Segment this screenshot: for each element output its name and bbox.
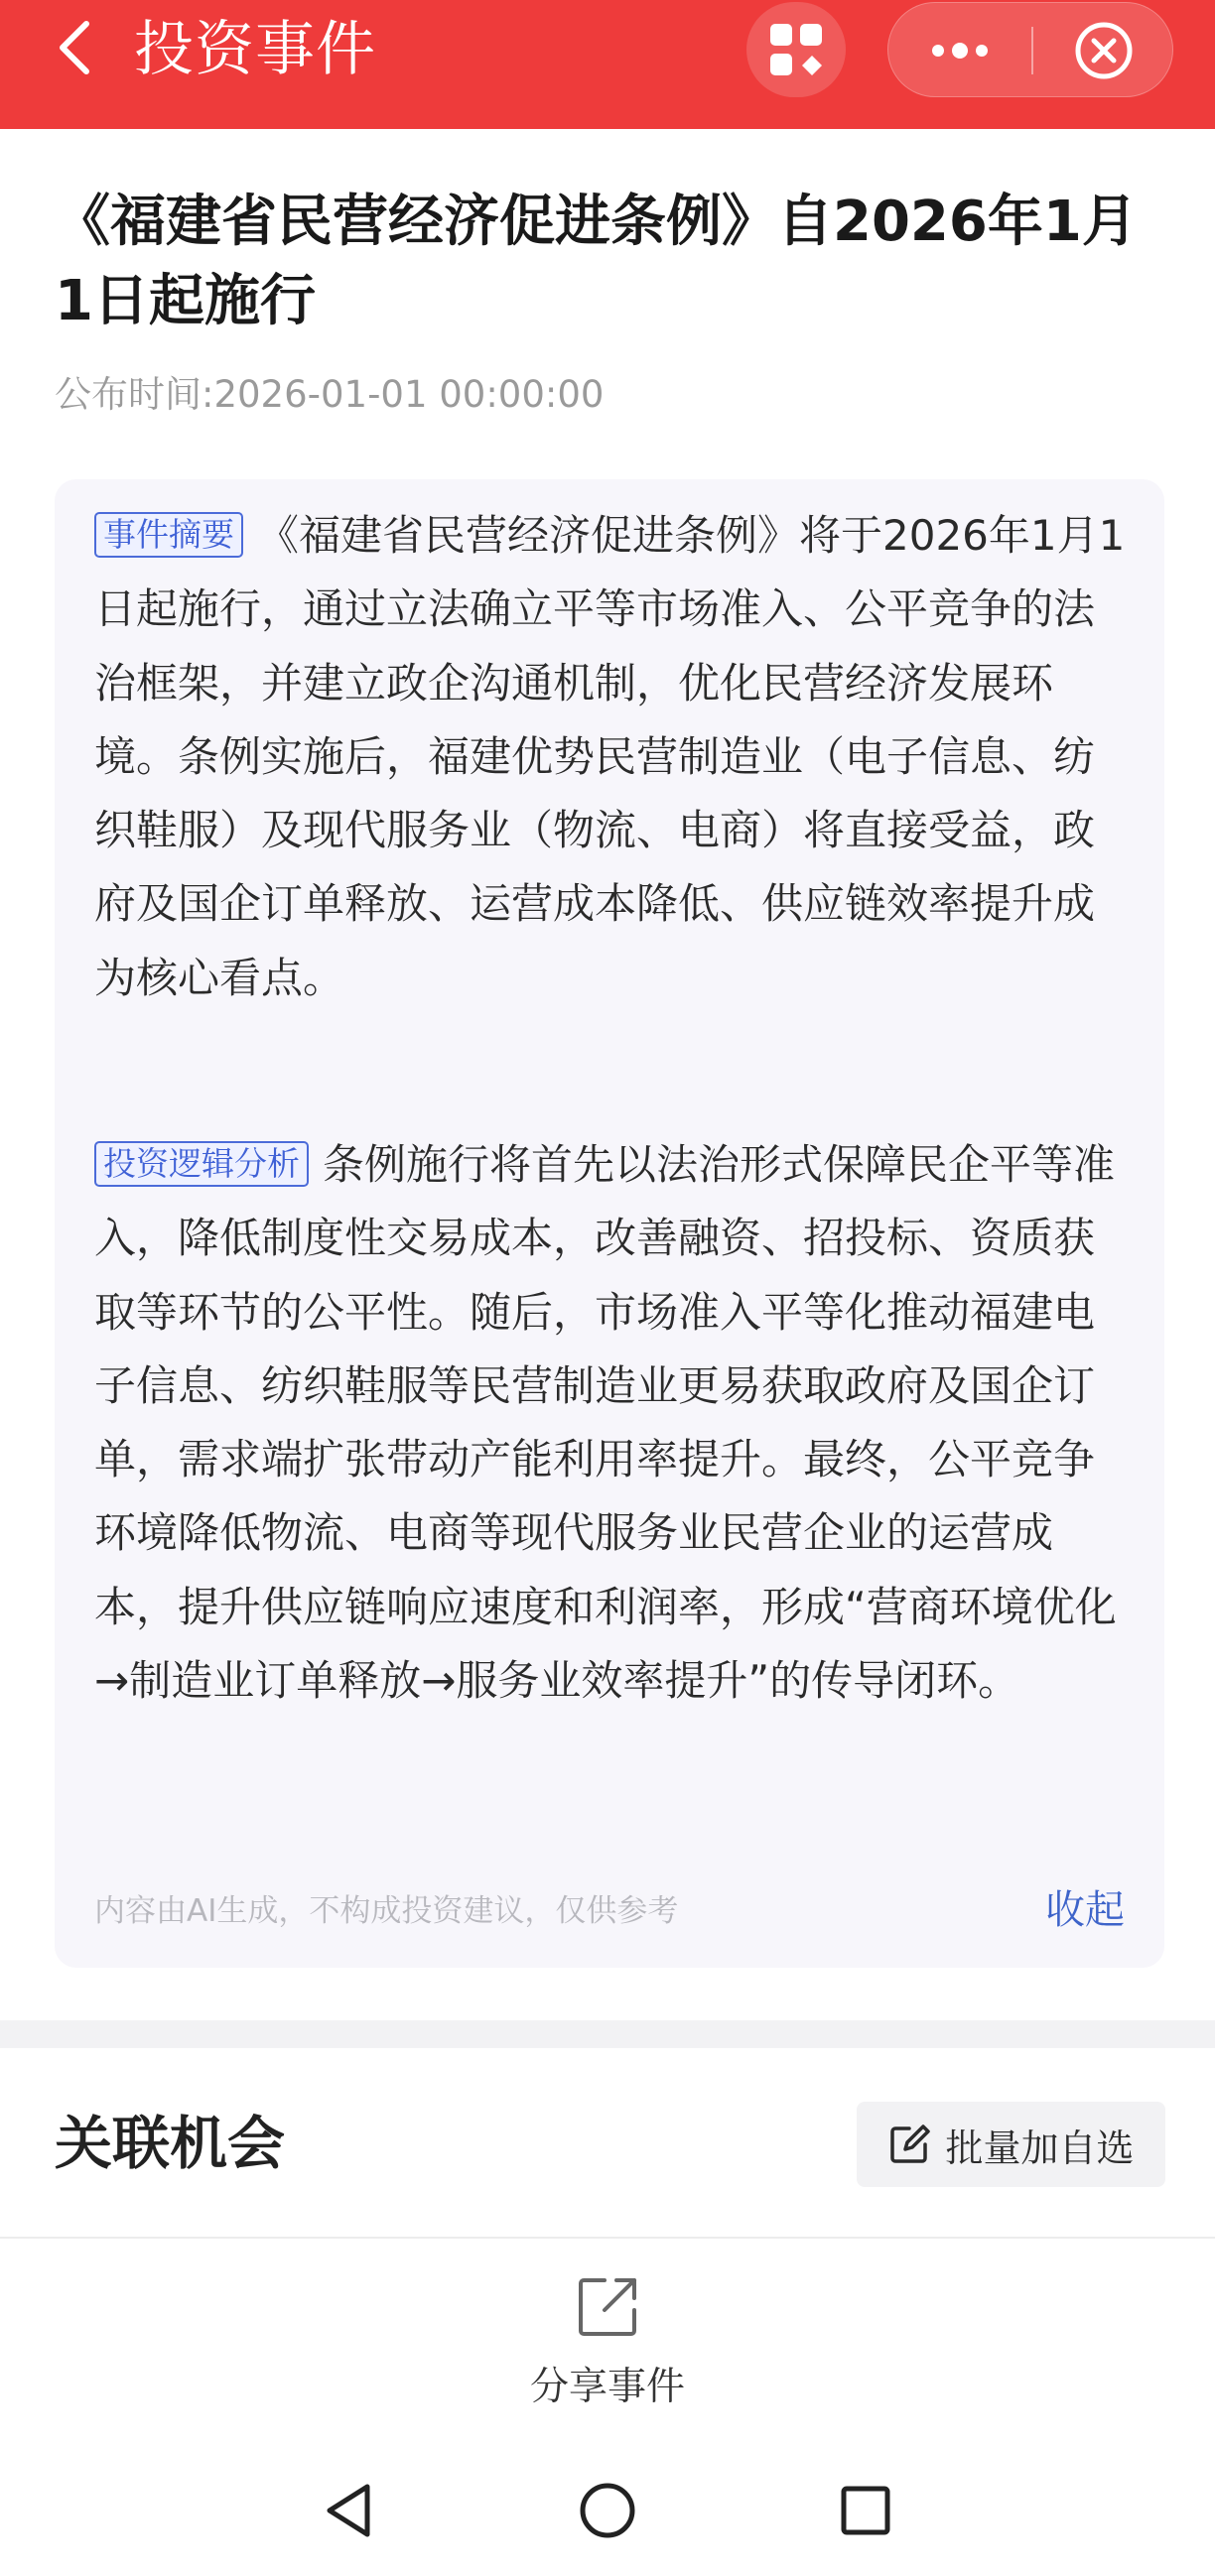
article-title: 《福建省民营经济促进条例》自2026年1月1日起施行 — [55, 190, 1138, 333]
capsule-menu — [887, 2, 1173, 97]
logic-analysis-section — [94, 1128, 1127, 1718]
system-home-button[interactable] — [553, 2461, 662, 2560]
ai-disclaimer: 内容由AI生成，不构成投资建议，仅供参考 — [94, 1893, 679, 1929]
top-app-bar — [0, 0, 1215, 129]
publish-time — [55, 369, 604, 421]
event-summary-section — [94, 499, 1127, 1015]
mini-app-button[interactable] — [746, 2, 846, 97]
triangle-back-icon — [320, 2481, 379, 2540]
collapse-button[interactable]: 收起 — [1045, 1887, 1125, 1933]
publish-timestamp: 2026-01-01 00:00:00 — [213, 373, 605, 416]
more-dots-icon — [928, 41, 992, 61]
square-recents-icon — [836, 2481, 895, 2540]
more-button[interactable] — [888, 3, 1031, 98]
system-navigation-bar — [0, 2461, 1215, 2576]
close-circle-icon — [1073, 20, 1135, 81]
system-recents-button[interactable] — [811, 2461, 920, 2560]
system-back-button[interactable] — [295, 2461, 404, 2560]
close-button[interactable] — [1033, 3, 1174, 98]
logic-analysis-text: 条例施行将首先以法治形式保障民企平等准入，降低制度性交易成本，改善融资、招投标、资质获取等环节的公平性。随后，市场准入平等化推动福建电子信息、纺织鞋服等民营制造业更易获取政府及国企订单，需求端扩张带动产能利用率提升。最终，公平竞争环境降低物流、电商等现代服务业民营企业的运营成本，提升供应链响应速度和利润率，形成“营商环境优化→制造业订单释放→服务业效率提升”的传导闭环。 — [94, 1140, 1117, 1706]
back-button[interactable] — [50, 18, 99, 77]
ai-summary-card — [55, 479, 1164, 1968]
publish-label: 公布时间: — [55, 373, 214, 416]
bottom-divider — [0, 2237, 1215, 2239]
event-summary-text: 《福建省民营经济促进条例》将于2026年1月1日起施行，通过立法确立平等市场准入、公平竞争的法治框架，并建立政企沟通机制，优化民营经济发展环境。条例实施后，福建优势民营制造业（电子信息、纺织鞋服）及现代服务业（物流、电商）将直接受益，政府及国企订单释放、运营成本降低、供应链效率提升成为核心看点。 — [94, 511, 1126, 1002]
batch-add-label: 批量加自选 — [945, 2125, 1135, 2170]
edit-square-icon — [887, 2123, 931, 2166]
related-opportunities-title: 关联机会 — [55, 2110, 286, 2177]
batch-add-watchlist-button[interactable] — [857, 2102, 1165, 2187]
share-event-label: 分享事件 — [529, 2365, 685, 2409]
page-title: 投资事件 — [134, 15, 376, 84]
section-divider — [0, 2020, 1215, 2048]
grid-apps-icon — [766, 20, 826, 79]
chevron-left-icon — [55, 18, 94, 77]
logic-analysis-tag: 投资逻辑分析 — [94, 1141, 309, 1187]
event-summary-tag: 事件摘要 — [94, 512, 243, 558]
circle-home-icon — [578, 2481, 637, 2540]
share-event-button[interactable] — [459, 2264, 756, 2423]
share-external-icon — [575, 2274, 640, 2340]
